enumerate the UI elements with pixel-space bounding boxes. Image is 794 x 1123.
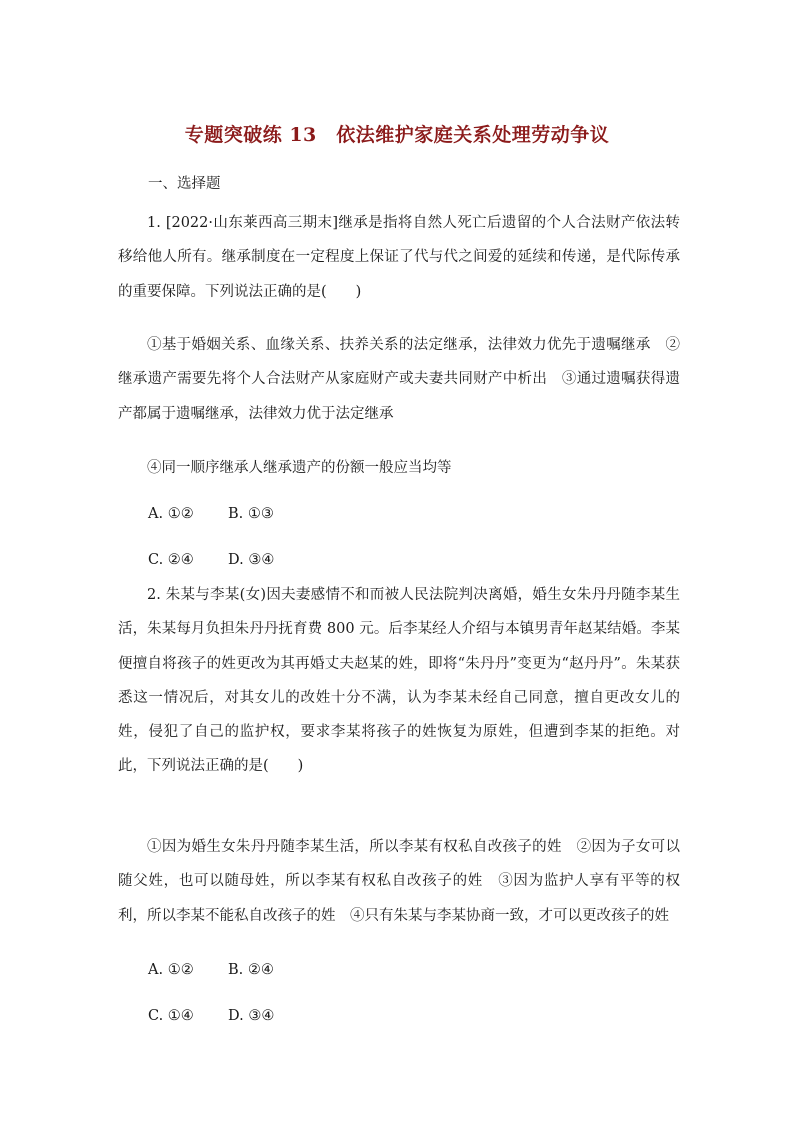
option-a[interactable]: A. ①② xyxy=(148,506,194,522)
question-1-statements xyxy=(118,328,680,431)
question-2-statements xyxy=(118,830,680,933)
question-1-statements-text: ①基于婚姻关系、血缘关系、扶养关系的法定继承，法律效力优先于遗嘱继承 ②继承遗产需要先将个人合法财产从家庭财产或夫妻共同财产中析出 ③通过遗嘱获得遗产都属于遗嘱继承，法律效力优于法定继承 xyxy=(118,337,680,422)
option-row xyxy=(148,960,274,1006)
page-title: 专题突破练 13 依法维护家庭关系处理劳动争议 xyxy=(184,124,610,146)
option-c[interactable]: C. ②④ xyxy=(148,552,194,568)
option-d[interactable]: D. ③④ xyxy=(228,1008,275,1024)
option-c[interactable]: C. ①④ xyxy=(148,1008,194,1024)
option-b[interactable]: B. ②④ xyxy=(228,962,274,978)
question-1 xyxy=(118,206,680,309)
question-2-statements-text: ①因为婚生女朱丹丹随李某生活，所以李某有权私自改孩子的姓 ②因为子女可以随父姓，也可以随母姓，所以李某有权私自改孩子的姓 ③因为监护人享有平等的权利，所以李某不能私自改孩子的姓 ④只有朱某与李某协商一致，才可以更改孩子的姓 xyxy=(118,839,680,924)
question-1-statement-4-text: ④同一顺序继承人继承遗产的份额一般应当均等 xyxy=(147,460,452,476)
option-a[interactable]: A. ①② xyxy=(148,962,194,978)
question-2-stem: 2. 朱某与李某(女)因夫妻感情不和而被人民法院判决离婚，婚生女朱丹丹随李某生活，朱某每月负担朱丹丹抚育费 800 元。后李某经人介绍与本镇男青年赵某结婚。李某便擅自将孩子的姓更改为其再婚丈夫赵某的姓，即将“朱丹丹”变更为“赵丹丹”。朱某获悉这一情况后，对其女儿的改姓十分不满，认为李某未经自己同意，擅自更改女儿的姓，侵犯了自己的监护权，要求李某将孩子的姓恢复为原姓，但遭到李某的拒绝。对此，下列说法正确的是( ) xyxy=(118,587,680,775)
option-b[interactable]: B. ①③ xyxy=(228,506,274,522)
question-2 xyxy=(118,578,680,784)
question-2-options xyxy=(148,960,274,1052)
section-heading: 一、选择题 xyxy=(148,176,221,192)
option-row xyxy=(148,1006,274,1052)
option-d[interactable]: D. ③④ xyxy=(228,552,275,568)
option-row xyxy=(148,504,274,550)
question-1-statement-4 xyxy=(118,451,680,485)
question-1-stem: 1. [2022·山东莱西高三期末]继承是指将自然人死亡后遗留的个人合法财产依法转移给他人所有。继承制度在一定程度上保证了代与代之间爱的延续和传递，是代际传承的重要保障。下列说法正确的是( ) xyxy=(118,215,680,300)
